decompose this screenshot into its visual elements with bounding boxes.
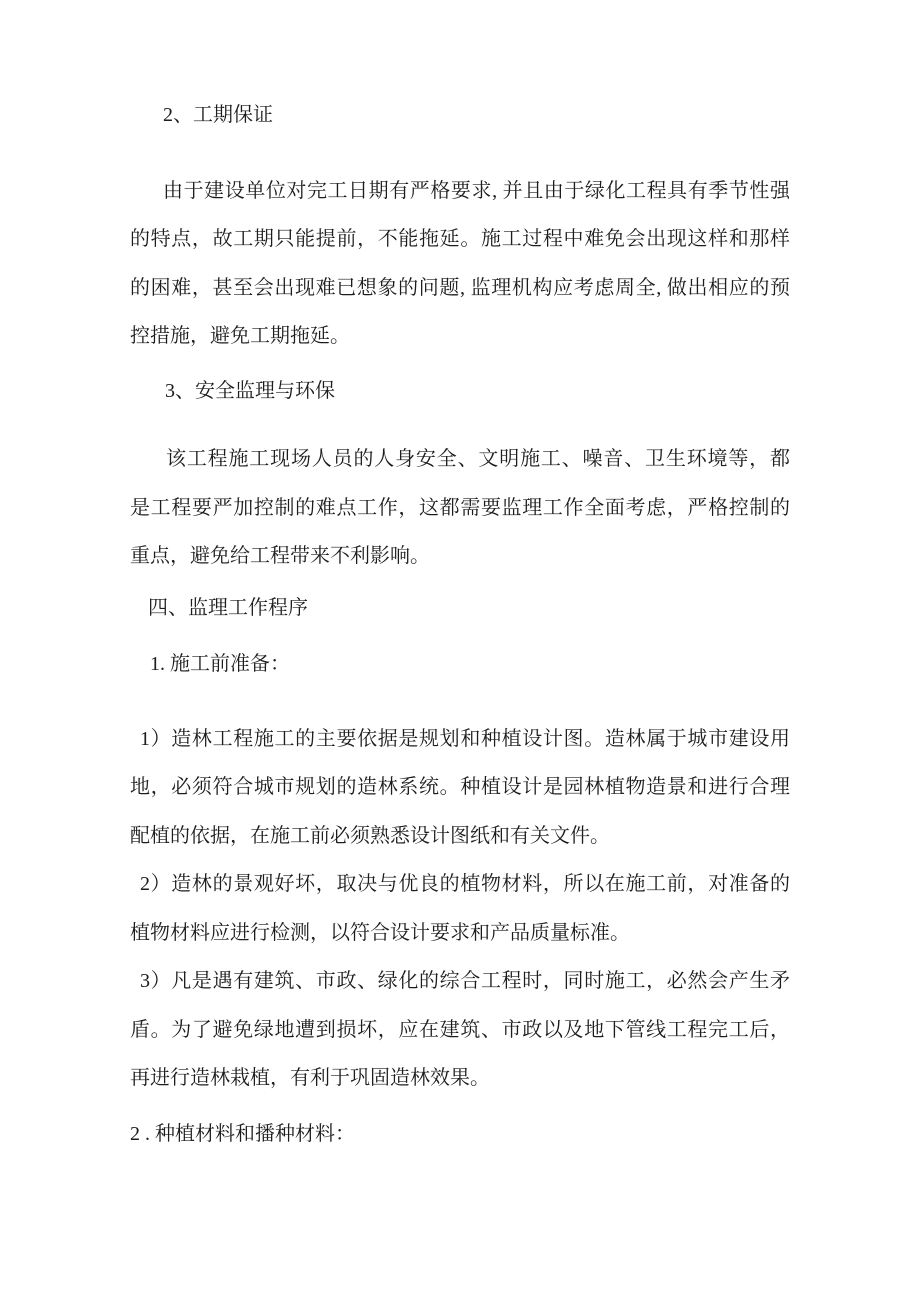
heading-pre-construction: [130, 640, 790, 689]
text-line: 由于建设单位对完工日期有严格要求, 并且由于绿化工程具有季节性强: [163, 179, 790, 202]
text-line: 3）凡是遇有建筑、市政、绿化的综合工程时，同时施工，必然会产生矛: [140, 970, 790, 992]
text-line: 2）造林的景观好坏，取决与优良的植物材料，所以在施工前，对准备的: [140, 873, 790, 895]
text-line: 是工程要严加控制的难点工作，这都需要监理工作全面考虑，严格控制的: [130, 496, 790, 519]
list-item-2-plant-materials: [130, 860, 790, 957]
list-item-3-comprehensive-projects: [130, 957, 790, 1103]
text-line: 再进行造林栽植，有利于巩固造林效果。: [130, 1067, 490, 1089]
heading-supervision-procedure: [130, 584, 790, 633]
text-line: 1）造林工程施工的主要依据是规划和种植设计图。造林属于城市建设用: [140, 727, 790, 750]
text-line: 植物材料应进行检测，以符合设计要求和产品质量标准。: [130, 921, 630, 944]
text-line: 1. 施工前准备：: [150, 653, 290, 675]
text-line: 2、工期保证: [163, 104, 273, 126]
text-line: 的困难，甚至会出现难已想象的问题, 监理机构应考虑周全, 做出相应的预: [130, 276, 790, 299]
text-line: 该工程施工现场人员的人身安全、文明施工、噪音、卫生环境等，都: [166, 448, 790, 470]
heading-schedule-guarantee: [130, 91, 790, 140]
text-line: 的特点，故工期只能提前，不能拖延。施工过程中难免会出现这样和那样: [130, 228, 790, 250]
text-line: 四、监理工作程序: [148, 596, 308, 619]
text-line: 控措施，避免工期拖延。: [130, 325, 350, 347]
text-line: 地，必须符合城市规划的造林系统。种植设计是园林植物造景和进行合理: [130, 776, 790, 798]
heading-safety-supervision: [130, 367, 790, 416]
text-line: 配植的依据，在施工前必须熟悉设计图纸和有关文件。: [130, 824, 610, 847]
heading-planting-seeding-materials: [130, 1110, 790, 1159]
text-line: 3、安全监理与环保: [165, 379, 335, 402]
list-item-1-design-basis: [130, 715, 790, 861]
text-line: 2 . 种植材料和播种材料：: [130, 1122, 355, 1145]
text-line: 盾。为了避免绿地遭到损坏，应在建筑、市政以及地下管线工程完工后，: [130, 1018, 790, 1041]
text-line: 重点，避免给工程带来不利影响。: [130, 545, 430, 567]
paragraph-schedule-guarantee: [130, 167, 790, 361]
paragraph-safety-supervision: [130, 435, 790, 581]
